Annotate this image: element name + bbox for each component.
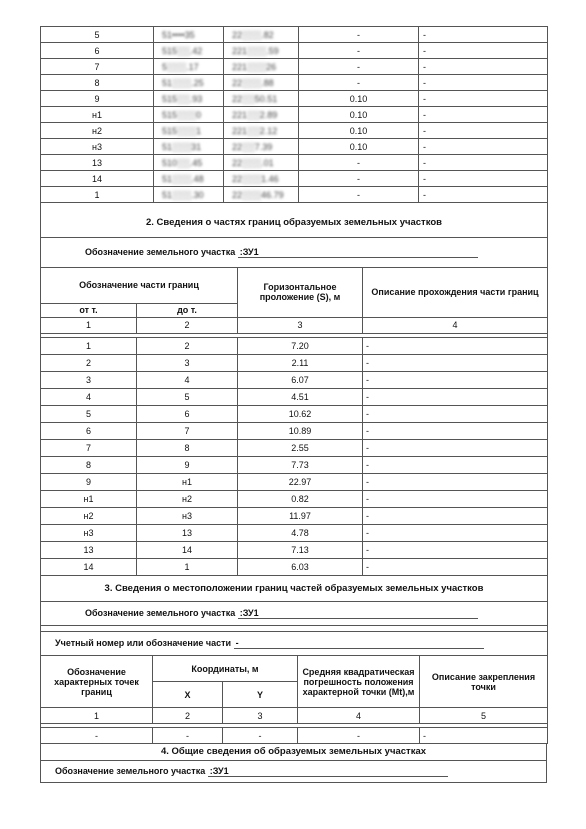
- error-value: -: [299, 43, 419, 59]
- description: -: [363, 558, 548, 575]
- coord-y: 22░░50.51: [224, 91, 299, 107]
- section-4: [40, 744, 547, 783]
- from-point: 5: [41, 405, 137, 422]
- table-row: [41, 490, 548, 507]
- col-header-parts: Обозначение части границ: [41, 267, 238, 303]
- point-number: 5: [41, 27, 154, 43]
- length-value: 6.07: [238, 371, 363, 388]
- coord-x: 515░░.42: [154, 43, 224, 59]
- from-point: н1: [41, 490, 137, 507]
- to-point: 3: [137, 354, 238, 371]
- to-point: 8: [137, 439, 238, 456]
- section-2: [40, 203, 548, 576]
- description: -: [363, 439, 548, 456]
- col-number: 2: [153, 708, 223, 724]
- from-point: 1: [41, 337, 137, 354]
- table-row: [41, 422, 548, 439]
- error-value: 0.10: [299, 123, 419, 139]
- from-point: 7: [41, 439, 137, 456]
- plot-value: :ЗУ1: [238, 608, 478, 619]
- table-row: [41, 75, 548, 91]
- table-cell: -: [41, 728, 153, 744]
- from-point: 14: [41, 558, 137, 575]
- coord-y: 22░░░.01: [224, 155, 299, 171]
- to-point: 4: [137, 371, 238, 388]
- col-header-from: от т.: [41, 303, 137, 317]
- from-point: 3: [41, 371, 137, 388]
- col-header-length: Горизонтальное проложение (S), м: [238, 267, 363, 317]
- to-point: 6: [137, 405, 238, 422]
- description: -: [419, 171, 548, 187]
- section-4-plot-row: [41, 760, 547, 782]
- length-value: 7.73: [238, 456, 363, 473]
- length-value: 2.11: [238, 354, 363, 371]
- table-row: [41, 405, 548, 422]
- description: -: [363, 490, 548, 507]
- from-point: 4: [41, 388, 137, 405]
- table-row: [41, 27, 548, 43]
- coord-x: 5░░░.17: [154, 59, 224, 75]
- col-header-fixing: Описание закрепления точки: [420, 656, 548, 708]
- table-row: [41, 524, 548, 541]
- table-row: [41, 354, 548, 371]
- description: -: [363, 337, 548, 354]
- col-number: 3: [223, 708, 298, 724]
- to-point: 1: [137, 558, 238, 575]
- description: -: [363, 541, 548, 558]
- description: -: [419, 59, 548, 75]
- from-point: н3: [41, 524, 137, 541]
- coord-y: 221░░2.89: [224, 107, 299, 123]
- coord-y: 22░░░46.79: [224, 187, 299, 203]
- col-header-y: Y: [223, 682, 298, 708]
- to-point: 13: [137, 524, 238, 541]
- description: -: [363, 388, 548, 405]
- point-number: 7: [41, 59, 154, 75]
- description: -: [363, 405, 548, 422]
- point-number: 9: [41, 91, 154, 107]
- table-row: [41, 337, 548, 354]
- length-value: 4.78: [238, 524, 363, 541]
- length-value: 4.51: [238, 388, 363, 405]
- table-row: [41, 155, 548, 171]
- table-row: [41, 541, 548, 558]
- coord-x: 515░░░1: [154, 123, 224, 139]
- plot-label: Обозначение земельного участка: [85, 246, 236, 257]
- error-value: 0.10: [299, 139, 419, 155]
- description: -: [419, 75, 548, 91]
- col-number: 2: [137, 317, 238, 333]
- description: -: [419, 107, 548, 123]
- table-row: [41, 91, 548, 107]
- description: -: [419, 43, 548, 59]
- section-2-plot-row: [41, 237, 548, 267]
- description: -: [363, 371, 548, 388]
- description: -: [419, 155, 548, 171]
- part-value: -: [234, 638, 484, 649]
- section-4-title: 4. Общие сведения об образуемых земельных участках: [41, 744, 547, 760]
- to-point: н1: [137, 473, 238, 490]
- error-value: -: [299, 75, 419, 91]
- coord-y: 22░░░1.46: [224, 171, 299, 187]
- table-cell: -: [420, 728, 548, 744]
- table-row: [41, 59, 548, 75]
- coord-x: 515░░.93: [154, 91, 224, 107]
- table-cell: -: [223, 728, 298, 744]
- length-value: 7.13: [238, 541, 363, 558]
- table-cell: -: [153, 728, 223, 744]
- error-value: 0.10: [299, 107, 419, 123]
- to-point: 7: [137, 422, 238, 439]
- col-number: 3: [238, 317, 363, 333]
- boundary-document: [40, 26, 547, 783]
- to-point: 9: [137, 456, 238, 473]
- coord-y: 221░░2.12: [224, 123, 299, 139]
- description: -: [363, 507, 548, 524]
- col-header-error: Средняя квадратическая погрешность положения характерной точки (Mt),м: [298, 656, 420, 708]
- plot-label: Обозначение земельного участка: [55, 765, 206, 776]
- plot-label: Обозначение земельного участка: [85, 608, 236, 618]
- part-label: Учетный номер или обозначение части: [55, 638, 232, 648]
- col-number: 5: [420, 708, 548, 724]
- from-point: 13: [41, 541, 137, 558]
- description: -: [363, 354, 548, 371]
- to-point: н3: [137, 507, 238, 524]
- coord-x: 51░░░.30: [154, 187, 224, 203]
- table-row: [41, 107, 548, 123]
- from-point: 6: [41, 422, 137, 439]
- point-number: 1: [41, 187, 154, 203]
- coord-x: 510░░.45: [154, 155, 224, 171]
- description: -: [419, 27, 548, 43]
- table-cell: -: [298, 728, 420, 744]
- length-value: 10.89: [238, 422, 363, 439]
- section-3: [40, 576, 548, 745]
- table-row: [41, 123, 548, 139]
- coord-x: 51••••35: [154, 27, 224, 43]
- length-value: 0.82: [238, 490, 363, 507]
- col-number: 1: [41, 317, 137, 333]
- table-row: [41, 187, 548, 203]
- coord-y: 221░░░.59: [224, 43, 299, 59]
- error-value: -: [299, 187, 419, 203]
- col-number: 4: [363, 317, 548, 333]
- section-2-title: 2. Сведения о частях границ образуемых земельных участков: [41, 209, 548, 237]
- description: -: [419, 139, 548, 155]
- from-point: н2: [41, 507, 137, 524]
- point-number: 8: [41, 75, 154, 91]
- to-point: 14: [137, 541, 238, 558]
- coord-x: 51░░░.48: [154, 171, 224, 187]
- coord-y: 221░░░26: [224, 59, 299, 75]
- description: -: [363, 524, 548, 541]
- to-point: 2: [137, 337, 238, 354]
- table-row: [41, 507, 548, 524]
- point-number: н3: [41, 139, 154, 155]
- coord-x: 515░░░0: [154, 107, 224, 123]
- table-row: [41, 371, 548, 388]
- col-number: 4: [298, 708, 420, 724]
- col-header-x: X: [153, 682, 223, 708]
- length-value: 22.97: [238, 473, 363, 490]
- description: -: [363, 473, 548, 490]
- error-value: -: [299, 59, 419, 75]
- length-value: 6.03: [238, 558, 363, 575]
- from-point: 2: [41, 354, 137, 371]
- error-value: 0.10: [299, 91, 419, 107]
- section-3-part-row: [41, 632, 548, 656]
- plot-value: :ЗУ1: [208, 766, 448, 777]
- section-3-plot-row: [41, 602, 548, 626]
- col-header-description: Описание прохождения части границ: [363, 267, 548, 317]
- plot-value: :ЗУ1: [238, 247, 478, 258]
- col-number: 1: [41, 708, 153, 724]
- point-number: н2: [41, 123, 154, 139]
- coordinates-table: [40, 26, 548, 203]
- error-value: -: [299, 27, 419, 43]
- coord-y: 22░░7.39: [224, 139, 299, 155]
- point-number: 6: [41, 43, 154, 59]
- description: -: [363, 456, 548, 473]
- table-row: [41, 456, 548, 473]
- table-row: [41, 558, 548, 575]
- description: -: [419, 123, 548, 139]
- coord-x: 51░░░31: [154, 139, 224, 155]
- to-point: н2: [137, 490, 238, 507]
- length-value: 2.55: [238, 439, 363, 456]
- table-row: [41, 171, 548, 187]
- col-header-coords: Координаты, м: [153, 656, 298, 682]
- to-point: 5: [137, 388, 238, 405]
- coord-x: 51░░░.25: [154, 75, 224, 91]
- point-number: 13: [41, 155, 154, 171]
- from-point: 9: [41, 473, 137, 490]
- coord-y: 22░░░.88: [224, 75, 299, 91]
- point-number: н1: [41, 107, 154, 123]
- length-value: 11.97: [238, 507, 363, 524]
- length-value: 10.62: [238, 405, 363, 422]
- error-value: -: [299, 155, 419, 171]
- from-point: 8: [41, 456, 137, 473]
- point-number: 14: [41, 171, 154, 187]
- description: -: [419, 91, 548, 107]
- table-row: [41, 388, 548, 405]
- description: -: [363, 422, 548, 439]
- error-value: -: [299, 171, 419, 187]
- coord-y: 22░░░.82: [224, 27, 299, 43]
- table-row: [41, 43, 548, 59]
- col-header-to: до т.: [137, 303, 238, 317]
- table-row: [41, 439, 548, 456]
- section-3-title: 3. Сведения о местоположении границ частей образуемых земельных участков: [41, 576, 548, 602]
- table-row: [41, 139, 548, 155]
- length-value: 7.20: [238, 337, 363, 354]
- table-row: [41, 473, 548, 490]
- description: -: [419, 187, 548, 203]
- col-header-points: Обозначение характерных точек границ: [41, 656, 153, 708]
